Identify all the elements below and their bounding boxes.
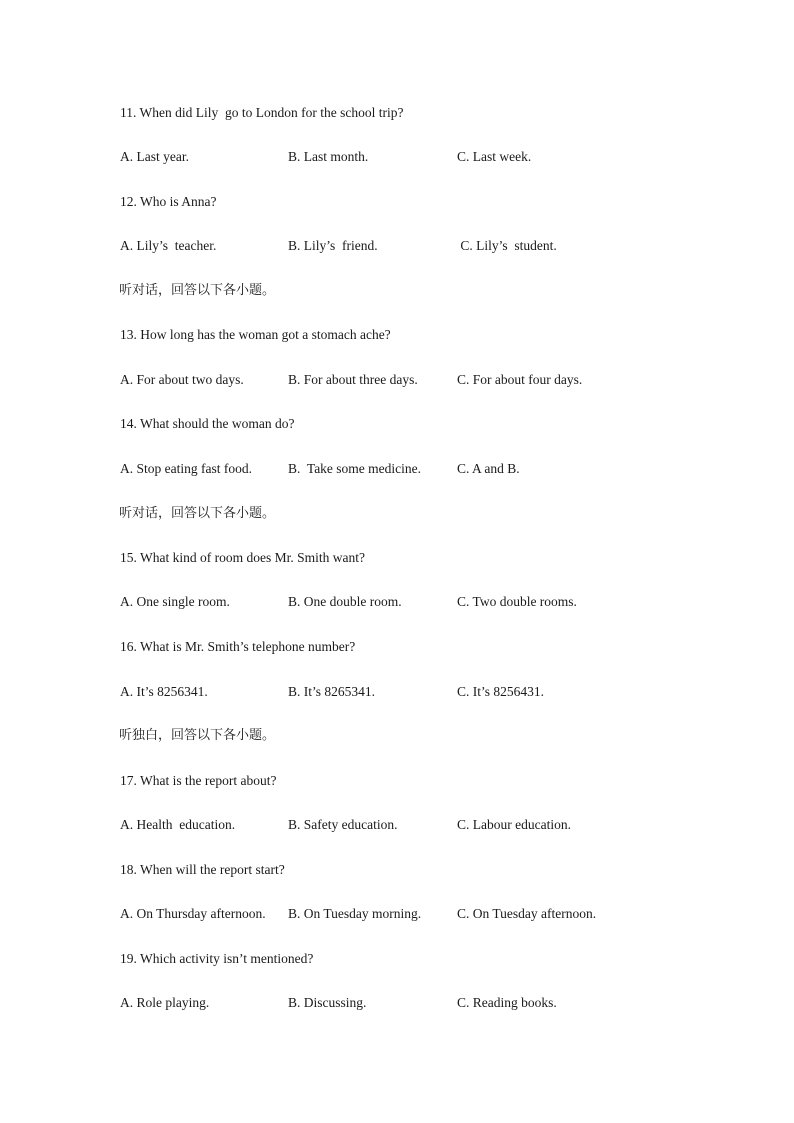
option-15-c: C. Two double rooms. <box>457 594 577 609</box>
question-13: 13. How long has the woman got a stomach ache? <box>120 327 391 342</box>
option-18-b: B. On Tuesday morning. <box>288 906 422 921</box>
option-12-c: C. Lily’s student. <box>457 238 557 253</box>
option-11-c: C. Last week. <box>457 149 532 164</box>
instruction-dialogue-1: 听对话，回答以下各小题。 <box>119 283 276 298</box>
option-11-b: B. Last month. <box>288 149 369 164</box>
option-15-a: A. One single room. <box>120 594 230 609</box>
option-14-a: A. Stop eating fast food. <box>120 461 252 476</box>
option-16-a: A. It’s 8256341. <box>120 684 208 699</box>
option-19-c: C. Reading books. <box>457 995 557 1010</box>
option-17-c: C. Labour education. <box>457 817 571 832</box>
option-19-a: A. Role playing. <box>120 995 210 1010</box>
option-11-a: A. Last year. <box>120 149 189 164</box>
question-15: 15. What kind of room does Mr. Smith want? <box>120 550 365 565</box>
instruction-dialogue-2: 听对话，回答以下各小题。 <box>119 506 276 521</box>
option-14-b: B. Take some medicine. <box>288 461 422 476</box>
question-19: 19. Which activity isn’t mentioned? <box>120 951 314 966</box>
option-18-a: A. On Thursday afternoon. <box>120 906 266 921</box>
option-18-c: C. On Tuesday afternoon. <box>457 906 597 921</box>
option-16-b: B. It’s 8265341. <box>288 684 376 699</box>
question-14: 14. What should the woman do? <box>120 416 295 431</box>
option-17-a: A. Health education. <box>120 817 236 832</box>
option-13-a: A. For about two days. <box>120 372 244 387</box>
question-17: 17. What is the report about? <box>120 773 277 788</box>
option-17-b: B. Safety education. <box>288 817 398 832</box>
question-12: 12. Who is Anna? <box>120 194 217 209</box>
question-11: 11. When did Lily go to London for the school trip? <box>120 105 404 120</box>
option-14-c: C. A and B. <box>457 461 520 476</box>
instruction-monologue: 听独白，回答以下各小题。 <box>119 728 276 743</box>
option-19-b: B. Discussing. <box>288 995 367 1010</box>
option-15-b: B. One double room. <box>288 594 402 609</box>
option-12-b: B. Lily’s friend. <box>288 238 378 253</box>
option-13-b: B. For about three days. <box>288 372 418 387</box>
option-12-a: A. Lily’s teacher. <box>120 238 217 253</box>
question-18: 18. When will the report start? <box>120 862 285 877</box>
question-16: 16. What is Mr. Smith’s telephone number? <box>120 639 356 654</box>
option-13-c: C. For about four days. <box>457 372 583 387</box>
option-16-c: C. It’s 8256431. <box>457 684 545 699</box>
